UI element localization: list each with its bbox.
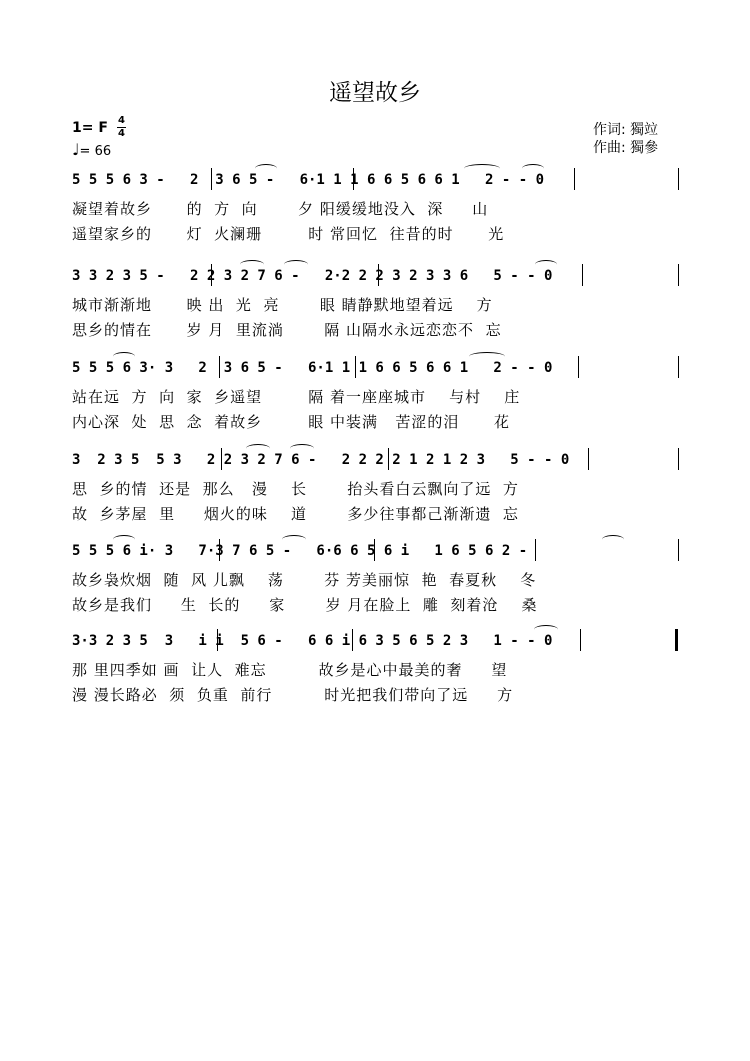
lyrics-verse-1: 那 里四季如 画 让人 难忘 故乡是心中最美的奢 望 xyxy=(72,661,508,679)
slur xyxy=(469,352,505,361)
notation-line: 5 5 5 6 i· 3 7·3 7 6 5 - 6·6 6 5 6 i 1 6 5 6 2 - xyxy=(72,543,528,559)
barline xyxy=(535,539,536,561)
lyricist-credit: 作词: 獨竝 xyxy=(593,122,659,138)
slur xyxy=(246,444,270,453)
barline xyxy=(678,264,679,286)
notation-line: 5 5 5 6 3· 3 2 3 6 5 - 6·1 1 1 6 6 5 6 6 1 2 - - 0 xyxy=(72,360,553,376)
lyrics-verse-2: 漫 漫长路必 须 负重 前行 时光把我们带向了远 方 xyxy=(72,686,514,704)
lyrics-verse-1: 思 乡的情 还是 那么 漫 长 抬头看白云飘向了远 方 xyxy=(72,480,519,498)
barline xyxy=(217,629,218,651)
song-title: 遥望故乡 xyxy=(329,80,421,106)
barline xyxy=(582,264,583,286)
time-numerator: 4 xyxy=(118,115,125,126)
slur xyxy=(464,164,500,173)
slur xyxy=(282,535,306,544)
notation-line: 5 5 5 6 3 - 2 3 6 5 - 6·1 1 1 6 6 5 6 6 1 2 - - 0 xyxy=(72,172,545,188)
notation-line: 3 3 2 3 5 - 2 2 3 2 7 6 - 2·2 2 2 3 2 3 3 6 5 - - 0 xyxy=(72,268,553,284)
slur xyxy=(113,535,135,544)
slur xyxy=(255,164,277,173)
barline xyxy=(378,264,379,286)
barline xyxy=(374,539,375,561)
slur xyxy=(602,535,624,544)
barline xyxy=(678,356,679,378)
tempo-value: = 66 xyxy=(79,144,112,159)
slur xyxy=(535,260,557,269)
barline xyxy=(355,356,356,378)
barline xyxy=(678,448,679,470)
barline xyxy=(678,168,679,190)
lyrics-verse-1: 站在远 方 向 家 乡遥望 隔 着一座座城市 与村 庄 xyxy=(72,388,521,406)
tempo-marking xyxy=(72,140,111,159)
slur xyxy=(113,352,135,361)
barline xyxy=(353,168,354,190)
notation-line: 3 2 3 5 5 3 2 2 3 2 7 6 - 2 2 2 2 1 2 1 2 3 5 - - 0 xyxy=(72,452,570,468)
slur xyxy=(240,260,264,269)
quarter-note-icon: ♩ xyxy=(72,140,80,159)
slur xyxy=(534,625,558,634)
barline xyxy=(588,448,589,470)
slur xyxy=(284,260,308,269)
lyrics-verse-2: 故乡是我们 生 长的 家 岁 月在脸上 雕 刻着沧 桑 xyxy=(72,596,538,614)
barline xyxy=(221,448,222,470)
barline xyxy=(219,539,220,561)
barline xyxy=(219,356,220,378)
lyrics-verse-1: 城市渐渐地 映 出 光 亮 眼 睛静默地望着远 方 xyxy=(72,296,493,314)
lyrics-verse-2: 内心深 处 思 念 着故乡 眼 中装满 苦涩的泪 花 xyxy=(72,413,510,431)
barline xyxy=(211,264,212,286)
lyrics-verse-2: 思乡的情在 岁 月 里流淌 隔 山隔水永远恋恋不 忘 xyxy=(72,321,502,339)
barline xyxy=(678,539,679,561)
notation-line: 3·3 2 3 5 3 i i 5 6 - 6 6 i 6 3 5 6 5 2 3 1 - - 0 xyxy=(72,633,553,649)
final-barline xyxy=(675,629,678,651)
barline xyxy=(574,168,575,190)
time-signature xyxy=(117,116,126,139)
composer-credit: 作曲: 獨參 xyxy=(593,140,659,156)
key-signature: 1= F xyxy=(72,120,108,136)
lyrics-verse-1: 故乡袅炊烟 随 风 儿飘 荡 芬 芳美丽惊 艳 春夏秋 冬 xyxy=(72,571,537,589)
lyrics-verse-2: 故 乡茅屋 里 烟火的味 道 多少往事都己渐渐遗 忘 xyxy=(72,505,519,523)
barline xyxy=(211,168,212,190)
lyrics-verse-1: 凝望着故乡 的 方 向 夕 阳缓缓地没入 深 山 xyxy=(72,200,489,218)
slur xyxy=(290,444,314,453)
time-denominator: 4 xyxy=(118,128,125,139)
slur xyxy=(522,164,544,173)
barline xyxy=(352,629,353,651)
barline xyxy=(578,356,579,378)
barline xyxy=(580,629,581,651)
barline xyxy=(388,448,389,470)
lyrics-verse-2: 遥望家乡的 灯 火澜珊 时 常回忆 往昔的时 光 xyxy=(72,225,505,243)
